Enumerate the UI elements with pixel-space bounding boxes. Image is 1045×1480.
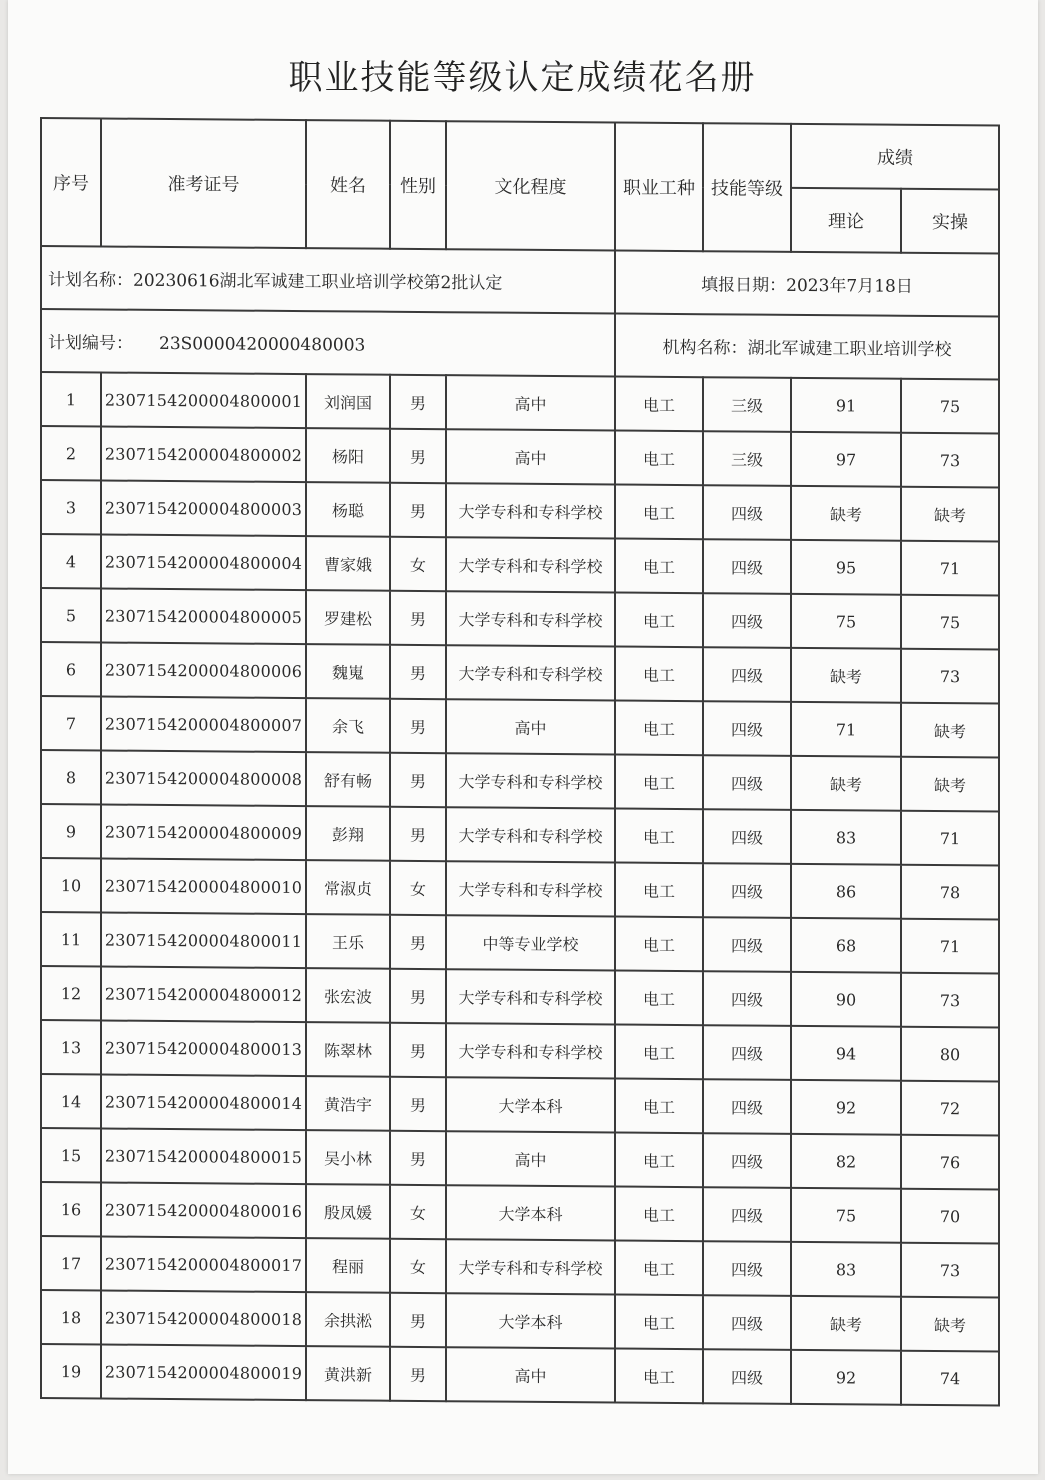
- row-level: 四级: [703, 1133, 791, 1188]
- row-theory: 缺考: [791, 756, 901, 811]
- row-occupation: 电工: [615, 917, 703, 972]
- row-seq: 11: [41, 912, 101, 966]
- plan-no-row: [41, 309, 999, 380]
- row-education: 大学专科和专科学校: [446, 807, 615, 862]
- row-name: 罗建松: [306, 590, 390, 645]
- row-seq: 9: [41, 804, 101, 858]
- row-ticket: 2307154200004800015: [101, 1128, 306, 1184]
- row-occupation: 电工: [615, 1241, 703, 1296]
- header-seq: 序号: [41, 118, 101, 246]
- row-seq: 14: [41, 1074, 101, 1128]
- row-occupation: 电工: [615, 809, 703, 864]
- row-name: 舒有畅: [306, 752, 390, 807]
- row-gender: 男: [390, 645, 446, 699]
- row-ticket: 2307154200004800008: [101, 750, 306, 806]
- header-occupation: 职业工种: [615, 123, 703, 252]
- row-level: 四级: [703, 1349, 791, 1404]
- row-seq: 18: [41, 1290, 101, 1344]
- row-theory: 75: [791, 594, 901, 649]
- row-practice: 71: [901, 541, 999, 596]
- row-name: 杨阳: [306, 428, 390, 483]
- row-seq: 13: [41, 1020, 101, 1074]
- table-row: [41, 480, 999, 542]
- row-gender: 女: [390, 1239, 446, 1293]
- row-gender: 男: [390, 1077, 446, 1131]
- row-ticket: 2307154200004800009: [101, 804, 306, 860]
- row-ticket: 2307154200004800016: [101, 1182, 306, 1238]
- row-occupation: 电工: [615, 593, 703, 648]
- row-level: 四级: [703, 1187, 791, 1242]
- row-education: 大学专科和专科学校: [446, 861, 615, 916]
- row-practice: 73: [901, 649, 999, 704]
- table-row: [41, 1182, 999, 1244]
- header-level: 技能等级: [703, 123, 791, 252]
- row-education: 大学专科和专科学校: [446, 591, 615, 646]
- row-name: 常淑贞: [306, 860, 390, 915]
- row-level: 四级: [703, 1241, 791, 1296]
- row-education: 中等专业学校: [446, 915, 615, 970]
- row-name: 吴小林: [306, 1130, 390, 1185]
- row-theory: 缺考: [791, 486, 901, 541]
- row-occupation: 电工: [615, 1025, 703, 1080]
- row-gender: 男: [390, 753, 446, 807]
- org-value: 湖北军诚建工职业培训学校: [747, 338, 952, 361]
- row-ticket: 2307154200004800001: [101, 372, 306, 428]
- row-theory: 97: [791, 432, 901, 487]
- row-level: 四级: [703, 971, 791, 1026]
- row-ticket: 2307154200004800007: [101, 696, 306, 752]
- row-practice: 73: [901, 1243, 999, 1298]
- table-row: [41, 1344, 999, 1406]
- row-education: 大学专科和专科学校: [446, 753, 615, 808]
- row-ticket: 2307154200004800005: [101, 588, 306, 644]
- row-practice: 缺考: [901, 1297, 999, 1352]
- row-seq: 8: [41, 750, 101, 804]
- row-gender: 男: [390, 591, 446, 645]
- plan-name-value: 20230616湖北军诚建工职业培训学校第2批认定: [133, 270, 503, 294]
- row-level: 四级: [703, 701, 791, 756]
- row-ticket: 2307154200004800017: [101, 1236, 306, 1292]
- row-seq: 6: [41, 642, 101, 696]
- row-seq: 5: [41, 588, 101, 642]
- row-theory: 92: [791, 1080, 901, 1135]
- row-name: 彭翔: [306, 806, 390, 861]
- row-seq: 17: [41, 1236, 101, 1290]
- row-education: 大学专科和专科学校: [446, 645, 615, 700]
- header-score: 成绩: [791, 124, 999, 190]
- row-level: 四级: [703, 863, 791, 918]
- row-occupation: 电工: [615, 1349, 703, 1404]
- report-date-value: 2023年7月18日: [786, 275, 913, 297]
- row-occupation: 电工: [615, 1295, 703, 1350]
- row-level: 四级: [703, 1295, 791, 1350]
- score-roster-table: [40, 117, 1000, 1407]
- table-row: [41, 534, 999, 596]
- row-gender: 男: [390, 429, 446, 483]
- row-gender: 女: [390, 861, 446, 915]
- row-seq: 16: [41, 1182, 101, 1236]
- row-practice: 71: [901, 919, 999, 974]
- row-ticket: 2307154200004800006: [101, 642, 306, 698]
- plan-no-value: 23S0000420000480003: [159, 333, 366, 356]
- row-theory: 缺考: [791, 1296, 901, 1351]
- row-name: 张宏波: [306, 968, 390, 1023]
- row-education: 高中: [446, 375, 615, 430]
- row-seq: 7: [41, 696, 101, 750]
- row-level: 四级: [703, 485, 791, 540]
- row-practice: 75: [901, 595, 999, 650]
- row-practice: 70: [901, 1189, 999, 1244]
- row-occupation: 电工: [615, 971, 703, 1026]
- row-practice: 缺考: [901, 757, 999, 812]
- header-theory: 理论: [791, 188, 901, 253]
- row-practice: 78: [901, 865, 999, 920]
- row-theory: 86: [791, 864, 901, 919]
- row-practice: 76: [901, 1135, 999, 1190]
- row-theory: 82: [791, 1134, 901, 1189]
- row-gender: 男: [390, 969, 446, 1023]
- header-ticket: 准考证号: [101, 118, 306, 248]
- row-ticket: 2307154200004800011: [101, 912, 306, 968]
- row-practice: 73: [901, 433, 999, 488]
- table-row: [41, 1074, 999, 1136]
- row-gender: 男: [390, 915, 446, 969]
- row-theory: 71: [791, 702, 901, 757]
- row-name: 余飞: [306, 698, 390, 753]
- row-practice: 缺考: [901, 703, 999, 758]
- row-level: 四级: [703, 539, 791, 594]
- table-row: [41, 372, 999, 434]
- row-practice: 缺考: [901, 487, 999, 542]
- table-body: [41, 372, 999, 1406]
- row-occupation: 电工: [615, 539, 703, 594]
- row-education: 大学专科和专科学校: [446, 537, 615, 592]
- row-occupation: 电工: [615, 647, 703, 702]
- row-name: 陈翠林: [306, 1022, 390, 1077]
- row-occupation: 电工: [615, 485, 703, 540]
- plan-name-label: 计划名称：: [48, 270, 133, 291]
- row-seq: 1: [41, 372, 101, 426]
- row-theory: 83: [791, 1242, 901, 1297]
- table-row: [41, 696, 999, 758]
- row-gender: 男: [390, 807, 446, 861]
- row-seq: 2: [41, 426, 101, 480]
- table-row: [41, 858, 999, 920]
- header-education: 文化程度: [446, 121, 615, 250]
- row-practice: 72: [901, 1081, 999, 1136]
- row-level: 四级: [703, 647, 791, 702]
- row-name: 刘润国: [306, 374, 390, 429]
- header-row: [41, 118, 999, 190]
- header-practice: 实操: [901, 189, 999, 254]
- table-row: [41, 912, 999, 974]
- row-level: 四级: [703, 1079, 791, 1134]
- row-name: 余拱淞: [306, 1292, 390, 1347]
- row-occupation: 电工: [615, 377, 703, 432]
- row-seq: 19: [41, 1344, 101, 1398]
- row-ticket: 2307154200004800010: [101, 858, 306, 914]
- row-theory: 68: [791, 918, 901, 973]
- row-education: 大学专科和专科学校: [446, 483, 615, 538]
- row-ticket: 2307154200004800004: [101, 534, 306, 590]
- row-education: 大学专科和专科学校: [446, 1239, 615, 1294]
- row-occupation: 电工: [615, 431, 703, 486]
- row-occupation: 电工: [615, 755, 703, 810]
- table-row: [41, 1128, 999, 1190]
- row-education: 大学专科和专科学校: [446, 969, 615, 1024]
- table-row: [41, 804, 999, 866]
- row-seq: 3: [41, 480, 101, 534]
- row-seq: 4: [41, 534, 101, 588]
- org-label: 机构名称：: [662, 337, 748, 359]
- row-name: 曹家娥: [306, 536, 390, 591]
- row-education: 大学本科: [446, 1293, 615, 1348]
- row-practice: 73: [901, 973, 999, 1028]
- table-row: [41, 588, 999, 650]
- row-name: 王乐: [306, 914, 390, 969]
- row-level: 四级: [703, 593, 791, 648]
- row-seq: 15: [41, 1128, 101, 1182]
- row-occupation: 电工: [615, 1079, 703, 1134]
- row-occupation: 电工: [615, 1187, 703, 1242]
- row-level: 四级: [703, 809, 791, 864]
- row-occupation: 电工: [615, 1133, 703, 1188]
- row-theory: 缺考: [791, 648, 901, 703]
- row-level: 四级: [703, 1025, 791, 1080]
- org-cell: [615, 314, 999, 380]
- row-ticket: 2307154200004800012: [101, 966, 306, 1022]
- row-theory: 95: [791, 540, 901, 595]
- row-level: 三级: [703, 377, 791, 432]
- row-education: 高中: [446, 699, 615, 754]
- table-row: [41, 966, 999, 1028]
- row-theory: 90: [791, 972, 901, 1027]
- row-gender: 男: [390, 699, 446, 753]
- row-name: 黄浩宇: [306, 1076, 390, 1131]
- plan-info-row: [41, 246, 999, 317]
- row-ticket: 2307154200004800019: [101, 1344, 306, 1400]
- row-gender: 男: [390, 375, 446, 429]
- header-gender: 性别: [390, 121, 446, 249]
- row-theory: 94: [791, 1026, 901, 1081]
- table-row: [41, 1290, 999, 1352]
- row-level: 四级: [703, 755, 791, 810]
- row-ticket: 2307154200004800014: [101, 1074, 306, 1130]
- row-name: 杨聪: [306, 482, 390, 537]
- row-level: 三级: [703, 431, 791, 486]
- row-gender: 男: [390, 1293, 446, 1347]
- row-theory: 92: [791, 1350, 901, 1405]
- header-name: 姓名: [306, 120, 390, 249]
- row-name: 魏嵬: [306, 644, 390, 699]
- row-ticket: 2307154200004800013: [101, 1020, 306, 1076]
- row-theory: 91: [791, 378, 901, 433]
- row-practice: 80: [901, 1027, 999, 1082]
- row-name: 殷凤媛: [306, 1184, 390, 1239]
- row-gender: 男: [390, 1347, 446, 1401]
- table-row: [41, 1020, 999, 1082]
- table-row: [41, 750, 999, 812]
- row-ticket: 2307154200004800018: [101, 1290, 306, 1346]
- plan-no-cell: [41, 309, 615, 377]
- row-name: 黄洪新: [306, 1346, 390, 1401]
- row-ticket: 2307154200004800003: [101, 480, 306, 536]
- row-level: 四级: [703, 917, 791, 972]
- row-practice: 74: [901, 1351, 999, 1406]
- row-education: 高中: [446, 1131, 615, 1186]
- row-practice: 75: [901, 379, 999, 434]
- plan-name-cell: [41, 246, 615, 314]
- table-row: [41, 1236, 999, 1298]
- table-row: [41, 426, 999, 488]
- row-gender: 女: [390, 537, 446, 591]
- row-seq: 12: [41, 966, 101, 1020]
- row-occupation: 电工: [615, 701, 703, 756]
- row-seq: 10: [41, 858, 101, 912]
- row-occupation: 电工: [615, 863, 703, 918]
- table-row: [41, 642, 999, 704]
- row-education: 大学本科: [446, 1077, 615, 1132]
- row-education: 高中: [446, 429, 615, 484]
- row-gender: 女: [390, 1185, 446, 1239]
- row-practice: 71: [901, 811, 999, 866]
- row-ticket: 2307154200004800002: [101, 426, 306, 482]
- document-title: 职业技能等级认定成绩花名册: [288, 58, 757, 98]
- row-name: 程丽: [306, 1238, 390, 1293]
- report-date-label: 填报日期：: [701, 275, 787, 296]
- row-gender: 男: [390, 483, 446, 537]
- row-gender: 男: [390, 1023, 446, 1077]
- row-education: 大学本科: [446, 1185, 615, 1240]
- row-gender: 男: [390, 1131, 446, 1185]
- row-theory: 75: [791, 1188, 901, 1243]
- plan-no-label: 计划编号：: [48, 333, 133, 354]
- row-education: 大学专科和专科学校: [446, 1023, 615, 1078]
- row-education: 高中: [446, 1347, 615, 1402]
- report-date-cell: [615, 251, 999, 317]
- row-theory: 83: [791, 810, 901, 865]
